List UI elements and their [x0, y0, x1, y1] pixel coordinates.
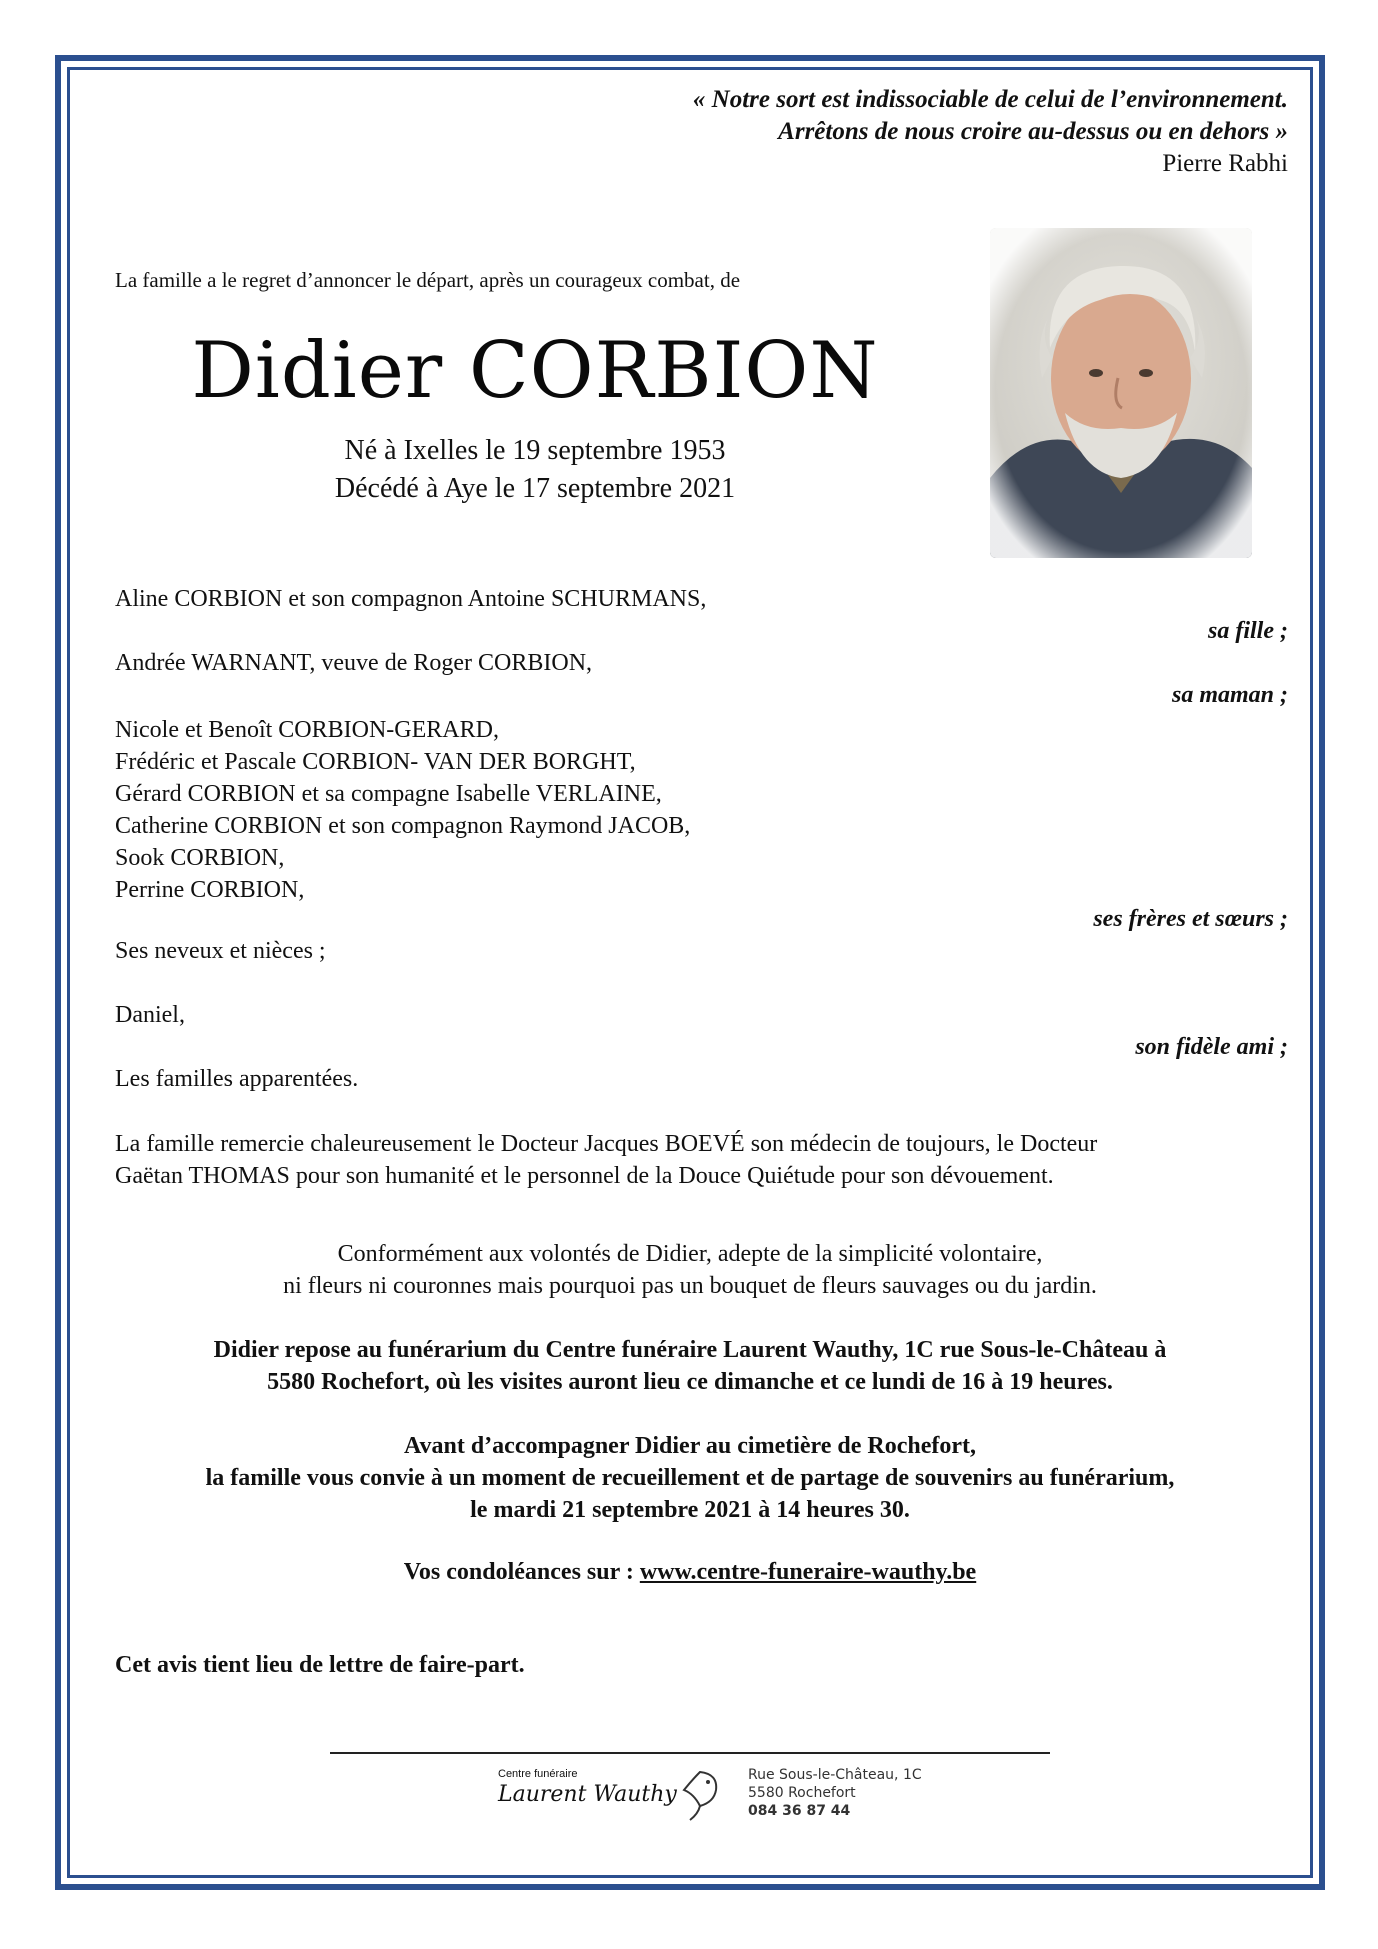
- lily-icon: [670, 1764, 730, 1824]
- condolences-line: [115, 1556, 1265, 1588]
- wishes-line-2: ni fleurs ni couronnes mais pourquoi pas un bouquet de fleurs sauvages ou du jardin.: [283, 1273, 1097, 1299]
- portrait-illustration: [990, 228, 1252, 558]
- repose-line-2: 5580 Rochefort, où les visites auront lieu ce dimanche et ce lundi de 16 à 19 heures.: [267, 1369, 1113, 1395]
- sibling-line: Perrine CORBION,: [115, 877, 305, 903]
- birth-line: Né à Ixelles le 19 septembre 1953: [344, 435, 726, 466]
- ceremony-line-1: Avant d’accompagner Didier au cimetière de Rochefort,: [403, 1433, 977, 1459]
- family-line-6: Les familles apparentées.: [115, 1066, 359, 1092]
- sibling-line: Nicole et Benoît CORBION-GERARD,: [115, 717, 499, 743]
- sibling-line: Catherine CORBION et son compagnon Raymond JACOB,: [115, 813, 691, 839]
- footer-divider: [330, 1752, 1050, 1754]
- address-line-2: 5580 Rochefort: [748, 1785, 856, 1801]
- family-line-5: Daniel,: [115, 1002, 185, 1028]
- wishes-paragraph: [115, 1238, 1265, 1302]
- ceremony-paragraph: [115, 1430, 1265, 1526]
- death-line: Décédé à Aye le 17 septembre 2021: [334, 473, 736, 504]
- thanks-paragraph: [115, 1128, 1265, 1192]
- quote-line-1: « Notre sort est indissociable de celui de l’environnement.: [692, 86, 1288, 113]
- siblings-list: [115, 714, 690, 906]
- quote-line-2: Arrêtons de nous croire au-dessus ou en dehors »: [778, 118, 1288, 145]
- relation-2: sa maman ;: [1171, 682, 1288, 708]
- wishes-line-1: Conformément aux volontés de Didier, adepte de la simplicité volontaire,: [337, 1241, 1043, 1267]
- sibling-line: Sook CORBION,: [115, 845, 285, 871]
- condolences-link[interactable]: www.centre-funeraire-wauthy.be: [639, 1559, 977, 1585]
- sibling-line: Frédéric et Pascale CORBION- VAN DER BORGHT,: [115, 749, 636, 775]
- footer-address: [748, 1766, 922, 1820]
- repose-paragraph: [115, 1334, 1265, 1398]
- dates-block: [115, 432, 955, 508]
- epigraph: [388, 84, 1288, 180]
- condolences-label: Vos condoléances sur :: [403, 1559, 640, 1585]
- logo-script-text: Laurent Wauthy: [498, 1782, 677, 1807]
- family-line-1: Aline CORBION et son compagnon Antoine SCHURMANS,: [115, 586, 707, 612]
- family-line-2: Andrée WARNANT, veuve de Roger CORBION,: [115, 650, 593, 676]
- notice-line: Cet avis tient lieu de lettre de faire-part.: [115, 1652, 525, 1678]
- intro-text: La famille a le regret d’annoncer le départ, après un courageux combat, de: [115, 268, 741, 292]
- thanks-line-1: La famille remercie chaleureusement le Docteur Jacques BOEVÉ son médecin de toujours, le Docteur: [115, 1131, 1098, 1157]
- repose-line-1: Didier repose au funérarium du Centre funéraire Laurent Wauthy, 1C rue Sous-le-Château à: [213, 1337, 1167, 1363]
- deceased-name: Didier CORBION: [191, 326, 879, 416]
- quote-author: Pierre Rabhi: [1162, 150, 1288, 177]
- portrait-photo: [990, 228, 1252, 558]
- thanks-line-2: Gaëtan THOMAS pour son humanité et le personnel de la Douce Quiétude pour son dévouement.: [115, 1163, 1054, 1189]
- ceremony-line-2: la famille vous convie à un moment de recueillement et de partage de souvenirs au funérarium,: [205, 1465, 1175, 1491]
- family-line-4: Ses neveux et nièces ;: [115, 938, 326, 964]
- relation-3: ses frères et sœurs ;: [1093, 906, 1288, 932]
- relation-5: son fidèle ami ;: [1135, 1034, 1288, 1060]
- phone-number: 084 36 87 44: [748, 1803, 851, 1819]
- logo-small-text: Centre funéraire: [498, 1768, 578, 1780]
- funeral-home-logo: [490, 1760, 930, 1826]
- address-line-1: Rue Sous-le-Château, 1C: [748, 1767, 922, 1783]
- ceremony-line-3: le mardi 21 septembre 2021 à 14 heures 30.: [470, 1497, 910, 1523]
- sibling-line: Gérard CORBION et sa compagne Isabelle VERLAINE,: [115, 781, 662, 807]
- relation-1: sa fille ;: [1208, 618, 1288, 644]
